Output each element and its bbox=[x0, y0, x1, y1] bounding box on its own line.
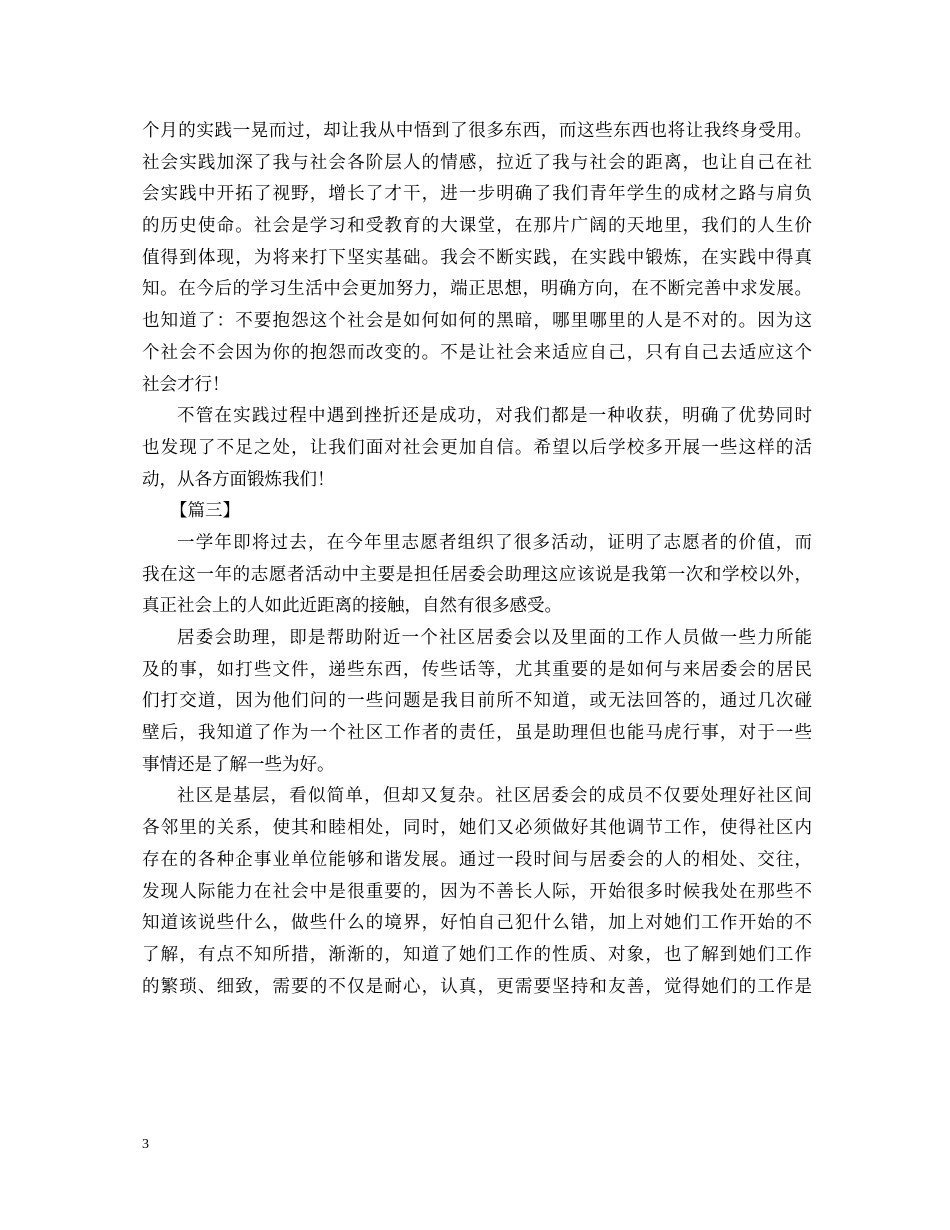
text-line-19: 们打交道，因为他们问的一些问题是我目前所不知道，或无法回答的，通过几次碰 bbox=[142, 691, 812, 712]
text-line-27: 了解，有点不知所措，渐渐的，知道了她们工作的性质、对象，也了解到她们工作 bbox=[142, 944, 812, 965]
text-line-21: 事情还是了解一些为好。 bbox=[142, 754, 335, 775]
text-line-9: 社会才行！ bbox=[142, 374, 230, 395]
text-line-8: 个社会不会因为你的抱怨而改变的。不是让社会来适应自己，只有自己去适应这个 bbox=[142, 342, 812, 363]
text-line-26: 知道该说些什么，做些什么的境界，好怕自己犯什么错，加上对她们工作开始的不 bbox=[142, 913, 812, 934]
text-line-6: 知。在今后的学习生活中会更加努力，端正思想，明确方向，在不断完善中求发展。 bbox=[142, 279, 812, 300]
text-line-3: 会实践中开拓了视野，增长了才干，进一步明确了我们青年学生的成材之路与肩负 bbox=[142, 184, 812, 205]
text-line-23: 各邻里的关系，使其和睦相处，同时，她们又必须做好其他调节工作，使得社区内 bbox=[142, 818, 812, 839]
text-line-15: 我在这一年的志愿者活动中主要是担任居委会助理这应该说是我第一次和学校以外， bbox=[142, 564, 812, 585]
text-line-14: 一学年即将过去，在今年里志愿者组织了很多活动，证明了志愿者的价值，而 bbox=[177, 532, 812, 553]
text-line-7: 也知道了：不要抱怨这个社会是如何如何的黑暗，哪里哪里的人是不对的。因为这 bbox=[142, 311, 812, 332]
text-line-16: 真正社会上的人如此近距离的接触，自然有很多感受。 bbox=[142, 596, 562, 617]
text-line-4: 的历史使命。社会是学习和受教育的大课堂，在那片广阔的天地里，我们的人生价 bbox=[142, 216, 812, 237]
text-line-11: 也发现了不足之处，让我们面对社会更加自信。希望以后学校多开展一些这样的活 bbox=[142, 437, 812, 458]
text-line-10: 不管在实践过程中遇到挫折还是成功，对我们都是一种收获，明确了优势同时 bbox=[177, 406, 812, 427]
document-body bbox=[142, 116, 812, 1003]
text-line-25: 发现人际能力在社会中是很重要的，因为不善长人际，开始很多时候我处在那些不 bbox=[142, 881, 812, 902]
text-line-20: 壁后，我知道了作为一个社区工作者的责任，虽是助理但也能马虎行事，对于一些 bbox=[142, 723, 812, 744]
text-line-5: 值得到体现，为将来打下坚实基础。我会不断实践，在实践中锻炼，在实践中得真 bbox=[142, 247, 812, 268]
text-line-28: 的繁琐、细致，需要的不仅是耐心，认真，更需要坚持和友善，觉得她们的工作是 bbox=[142, 976, 812, 997]
text-line-1: 个月的实践一晃而过，却让我从中悟到了很多东西，而这些东西也将让我终身受用。 bbox=[142, 121, 812, 141]
text-line-24: 存在的各种企事业单位能够和谐发展。通过一段时间与居委会的人的相处、交往， bbox=[142, 849, 812, 870]
text-line-2: 社会实践加深了我与社会各阶层人的情感，拉近了我与社会的距离，也让自己在社 bbox=[142, 152, 812, 173]
text-line-18: 及的事，如打些文件，递些东西，传些话等，尤其重要的是如何与来居委会的居民 bbox=[142, 659, 812, 680]
text-line-22: 社区是基层，看似简单，但却又复杂。社区居委会的成员不仅要处理好社区间 bbox=[177, 786, 812, 807]
page-number: 3 bbox=[142, 1137, 149, 1152]
text-line-17: 居委会助理，即是帮助附近一个社区居委会以及里面的工作人员做一些力所能 bbox=[177, 628, 812, 648]
section-heading: 【篇三】 bbox=[170, 501, 240, 522]
text-line-12: 动，从各方面锻炼我们！ bbox=[142, 469, 335, 490]
